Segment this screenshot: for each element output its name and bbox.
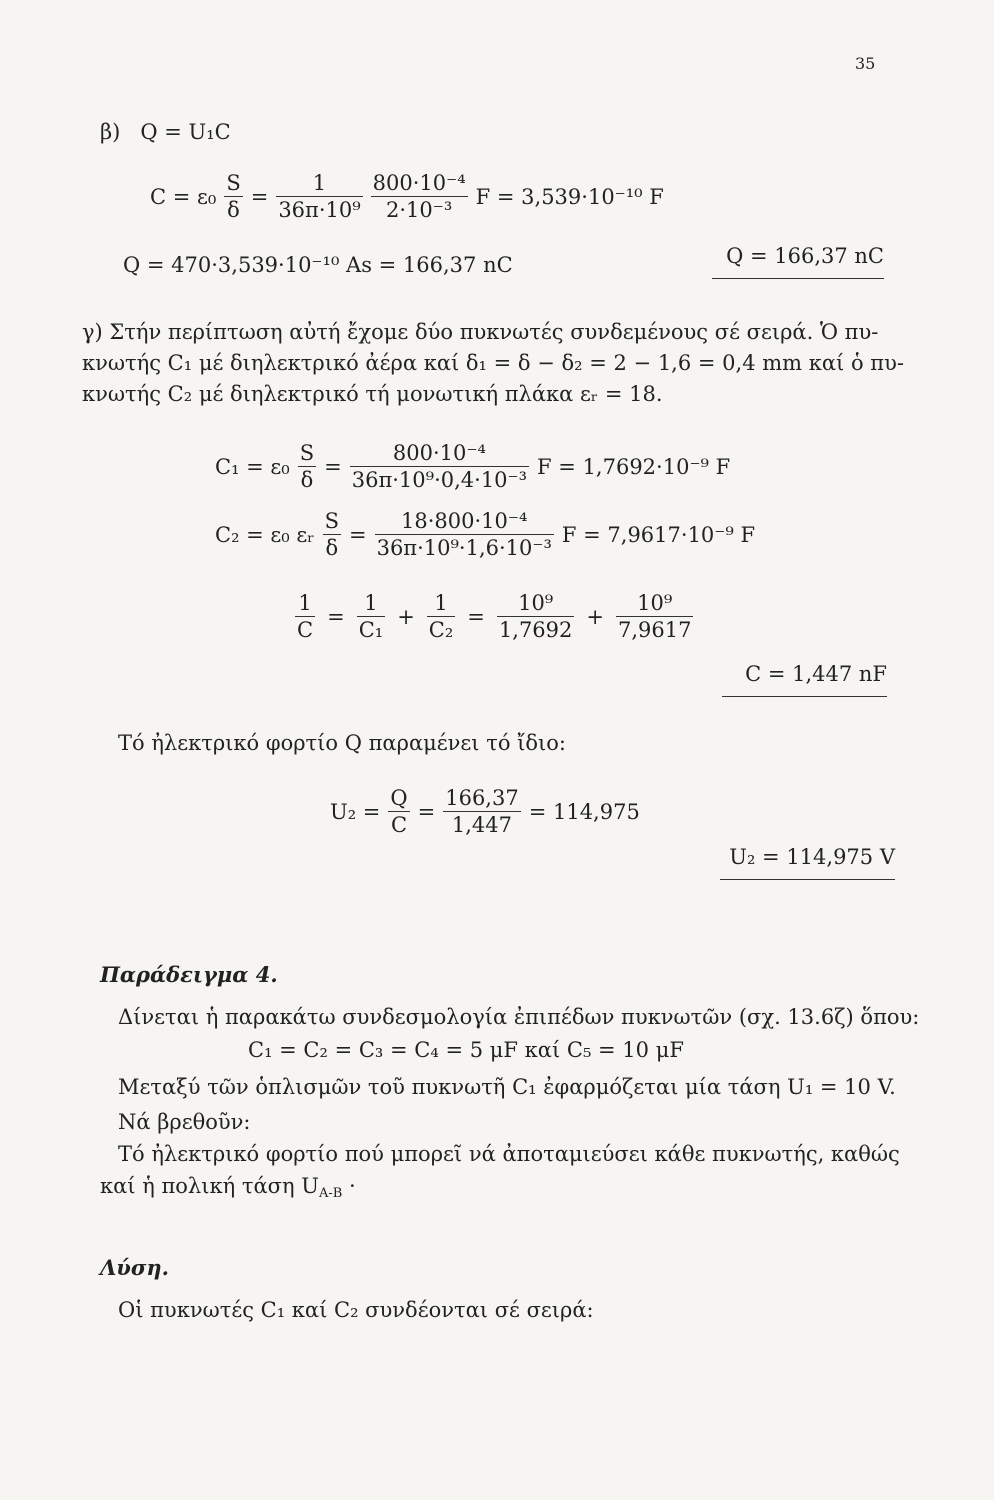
- example-line-2: C₁ = C₂ = C₃ = C₄ = 5 μF καί C₅ = 10 μF: [248, 1038, 684, 1062]
- beta-label: β): [100, 120, 121, 144]
- example-line-6: [100, 1174, 356, 1201]
- gamma-series-fraction-1: $\frac{1}{C}$: [297, 591, 314, 642]
- beta-formula: Q = U₁C: [140, 120, 231, 144]
- beta-q-line: Q = 470·3,539·10⁻¹⁰ As = 166,37 nC: [123, 253, 513, 277]
- gamma-series-equation: $\frac{1}{C}$ = $\frac{1}{\text{C₁}}$ + $\frac{1}{\text{C₂}}$ = $\frac{\text{10⁹}}{1,7692}$ + $\frac{\text{10⁹}}{7,9617}$: [297, 591, 692, 642]
- gamma-c2-fraction-2: $\frac{\text{18·800·10⁻⁴}}{\text{36π·10⁹·1,6·10⁻³}}$: [376, 509, 552, 560]
- gamma-paragraph-line: κνωτής C₁ μέ διηλεκτρικό ἀέρα καί δ₁ = δ − δ₂ = 2 − 1,6 = 0,4 mm καί ὁ πυ-: [82, 351, 904, 375]
- gamma-u2-equation: U₂ = $\frac{Q}{C}$ = $\frac{166,37}{1,447}$ = 114,975: [330, 786, 640, 837]
- gamma-series-fraction-5: $\frac{\text{10⁹}}{7,9617}$: [618, 591, 692, 642]
- gamma-paragraph-line: γ) Στήν περίπτωση αὐτή ἔχομε δύο πυκνωτές συνδεμένους σέ σειρά. Ὁ πυ-: [82, 320, 879, 344]
- gamma-c2-lhs: C₂ = ε₀ εᵣ: [215, 522, 315, 547]
- gamma-paragraph: [82, 317, 904, 410]
- gamma-paragraph-line: κνωτής C₂ μέ διηλεκτρικό τή μονωτική πλάκα εᵣ = 18.: [82, 382, 663, 406]
- gamma-u2-result: U₂ = 114,975 V: [720, 845, 895, 880]
- gamma-c1-lhs: C₁ = ε₀: [215, 454, 290, 479]
- example-heading: Παράδειγμα 4.: [100, 962, 278, 987]
- gamma-c2-result: F = 7,9617·10⁻⁹ F: [561, 522, 756, 547]
- page-number: 35: [855, 54, 876, 73]
- example-line-4: Νά βρεθοῦν:: [118, 1110, 251, 1134]
- example-line-5: Τό ἠλεκτρικό φορτίο πού μπορεῖ νά ἀποταμιεύσει κάθε πυκνωτής, καθώς: [118, 1142, 900, 1166]
- beta-c-fraction-2: $\frac{1}{\text{36π·10⁹}}$: [278, 171, 361, 222]
- gamma-u2-value: = 114,975: [528, 799, 640, 824]
- gamma-c1-fraction-1: $\frac{S}{\delta}$: [299, 441, 315, 492]
- gamma-c1-fraction-2: $\frac{\text{800·10⁻⁴}}{\text{36π·10⁹·0,4·10⁻³}}$: [351, 441, 528, 492]
- beta-c-fraction-3: $\frac{\text{800·10⁻⁴}}{\text{2·10⁻³}}$: [372, 171, 466, 222]
- beta-formula-line: [100, 120, 231, 144]
- gamma-charge-text: Τό ἠλεκτρικό φορτίο Q παραμένει τό ἴδιο:: [118, 731, 566, 755]
- gamma-c2-fraction-1: $\frac{S}{\delta}$: [324, 509, 339, 560]
- example-line-3: Μεταξύ τῶν ὁπλισμῶν τοῦ πυκνωτῆ C₁ ἐφαρμόζεται μία τάση U₁ = 10 V.: [118, 1075, 896, 1099]
- beta-c-lhs: C = ε₀: [150, 184, 217, 209]
- beta-q-result: Q = 166,37 nC: [712, 244, 884, 279]
- solution-line-1: Οἱ πυκνωτές C₁ καί C₂ συνδέονται σέ σειρά:: [118, 1298, 594, 1322]
- example-line-6-subscript: A-B: [318, 1185, 343, 1201]
- solution-heading: Λύση.: [100, 1255, 169, 1280]
- gamma-u2-lhs: U₂ =: [330, 799, 381, 824]
- beta-c-fraction-1: $\frac{S}{\delta}$: [226, 171, 241, 222]
- gamma-u2-fraction-1: $\frac{Q}{C}$: [390, 786, 408, 837]
- gamma-u2-fraction-2: $\frac{166,37}{1,447}$: [445, 786, 519, 837]
- example-line-6-end: ·: [342, 1174, 356, 1198]
- beta-capacitance-equation: C = ε₀ $\frac{S}{\delta}$ = $\frac{1}{\text{36π·10⁹}}$ $\frac{\text{800·10⁻⁴}}{\text{2·10⁻³}}$ F = 3,539·10⁻¹⁰ F: [150, 171, 664, 222]
- gamma-c-result: C = 1,447 nF: [722, 662, 887, 697]
- beta-c-result: F = 3,539·10⁻¹⁰ F: [475, 184, 664, 209]
- gamma-c1-result: F = 1,7692·10⁻⁹ F: [537, 454, 731, 479]
- gamma-series-fraction-3: $\frac{1}{\text{C₂}}$: [428, 591, 454, 642]
- example-line-1: Δίνεται ἡ παρακάτω συνδεσμολογία ἐπιπέδων πυκνωτῶν (σχ. 13.6ζ) ὅπου:: [118, 1005, 920, 1029]
- gamma-series-fraction-2: $\frac{1}{\text{C₁}}$: [358, 591, 384, 642]
- gamma-series-fraction-4: $\frac{\text{10⁹}}{1,7692}$: [498, 591, 573, 642]
- gamma-c1-equation: C₁ = ε₀ $\frac{S}{\delta}$ = $\frac{\text{800·10⁻⁴}}{\text{36π·10⁹·0,4·10⁻³}}$ F = 1,7692·10⁻⁹ F: [215, 441, 731, 492]
- example-line-6-text: καί ἡ πολική τάση U: [100, 1174, 319, 1198]
- gamma-c2-equation: C₂ = ε₀ εᵣ $\frac{S}{\delta}$ = $\frac{\text{18·800·10⁻⁴}}{\text{36π·10⁹·1,6·10⁻³}}$ F = 7,9617·10⁻⁹ F: [215, 509, 756, 560]
